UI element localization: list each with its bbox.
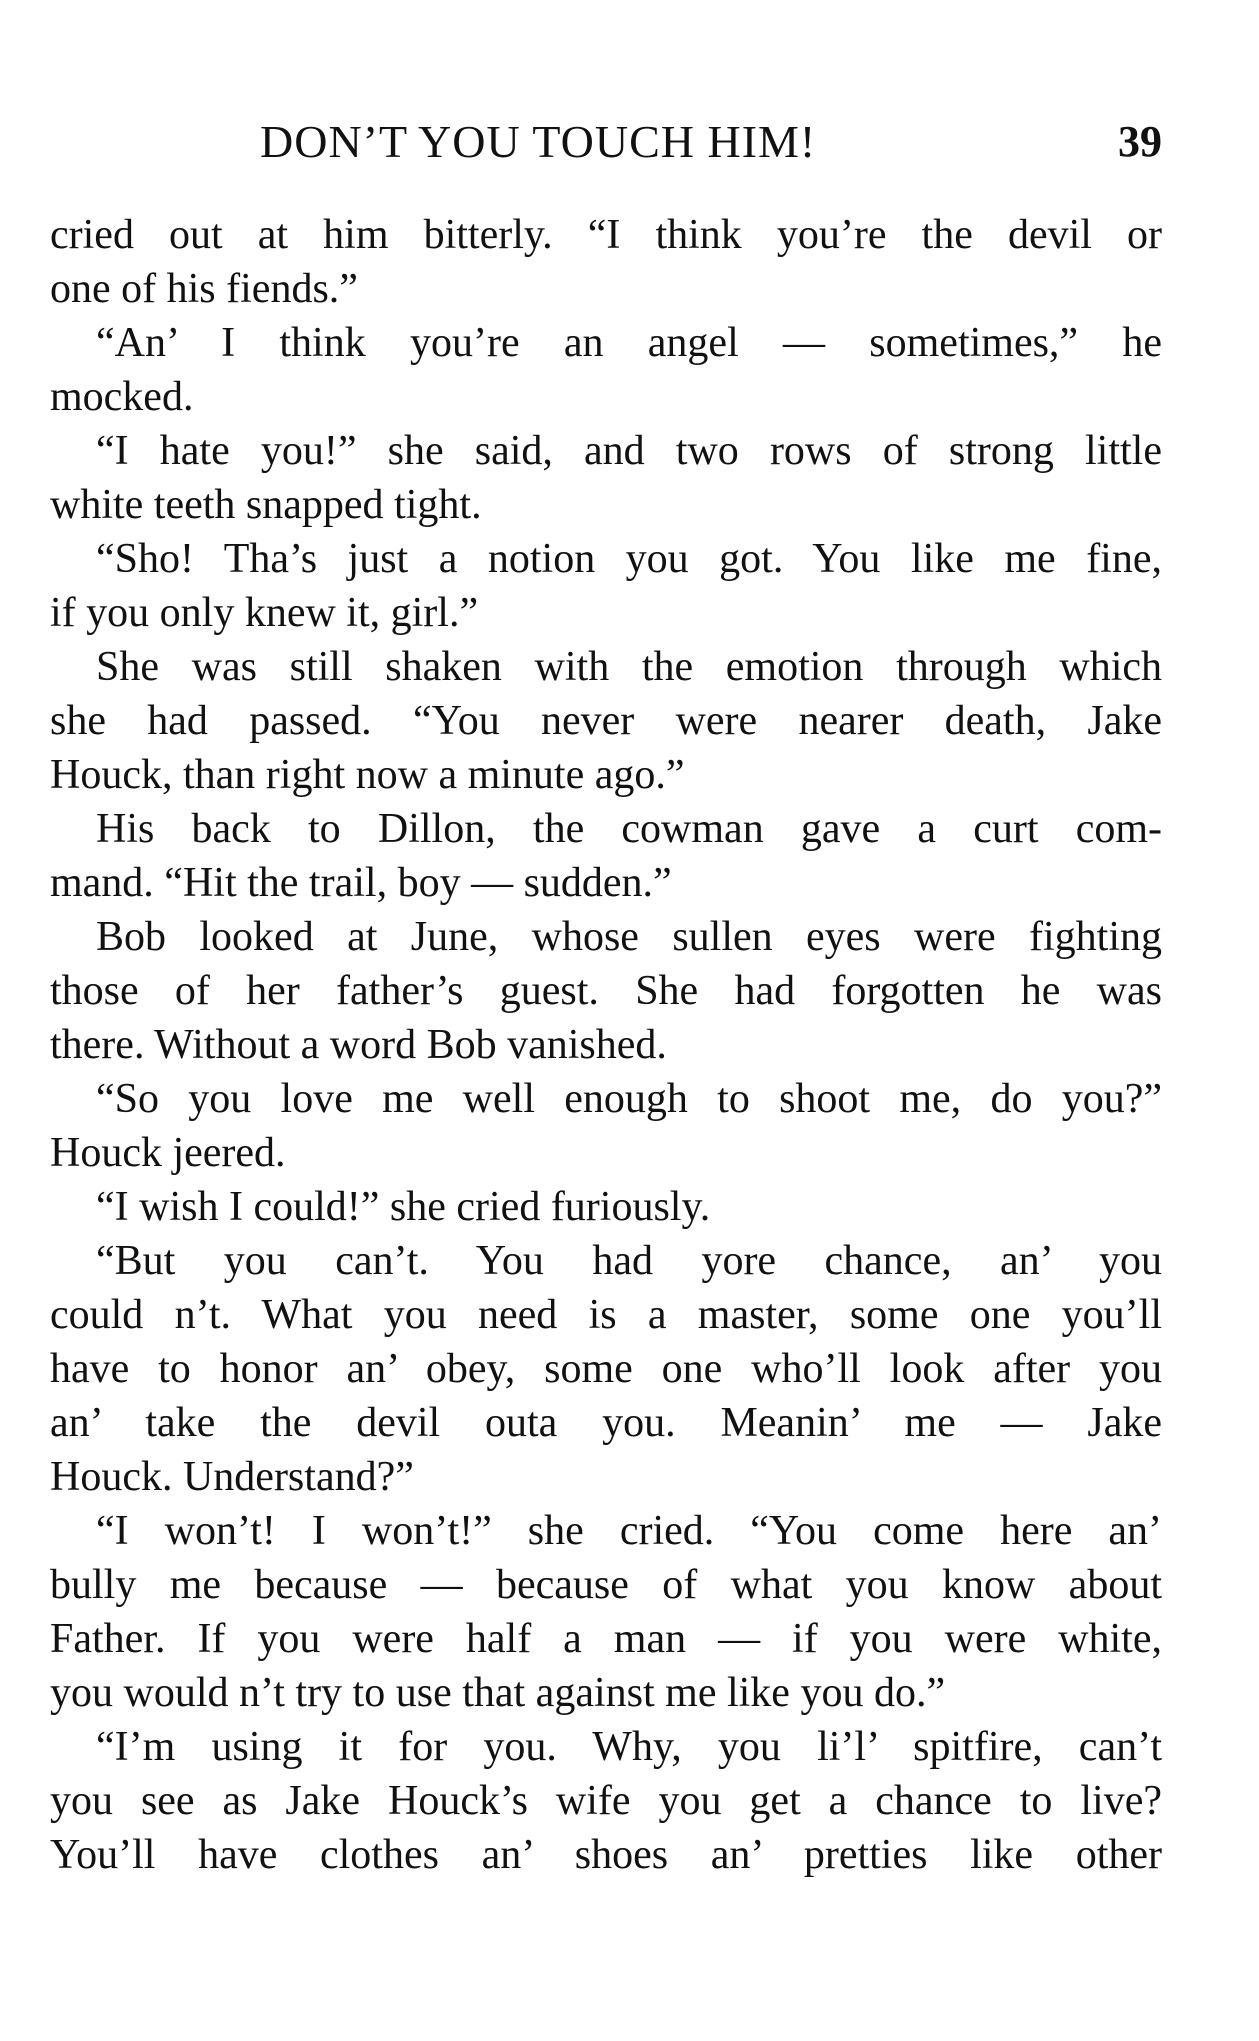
text-line: “I won’t! I won’t!” she cried. “You come here an’ (96, 1508, 1162, 1554)
text-line: You’ll have clothes an’ shoes an’ pretties like other (50, 1832, 1162, 1878)
text-line: mocked. (50, 374, 194, 420)
text-line: one of his fiends.” (50, 266, 358, 312)
text-line: have to honor an’ obey, some one who’ll look after you (50, 1346, 1162, 1392)
text-line: Houck jeered. (50, 1130, 286, 1176)
running-head (50, 112, 1162, 172)
text-line: if you only knew it, girl.” (50, 590, 479, 636)
text-line: could n’t. What you need is a master, some one you’ll (50, 1292, 1162, 1338)
text-line: white teeth snapped tight. (50, 482, 482, 528)
text-line: She was still shaken with the emotion through which (96, 644, 1162, 690)
text-line: “Sho! Tha’s just a notion you got. You like me fine, (96, 536, 1162, 582)
text-line: “So you love me well enough to shoot me, do you?” (96, 1076, 1162, 1122)
text-line: bully me because — because of what you know about (50, 1562, 1162, 1608)
text-line: she had passed. “You never were nearer death, Jake (50, 698, 1162, 744)
text-line: mand. “Hit the trail, boy — sudden.” (50, 860, 672, 906)
text-line: “I hate you!” she said, and two rows of strong little (96, 428, 1162, 474)
page-number: 39 (1118, 117, 1162, 166)
text-line: Bob looked at June, whose sullen eyes were fighting (96, 914, 1162, 960)
text-line: you see as Jake Houck’s wife you get a chance to live? (50, 1778, 1162, 1824)
text-line: Father. If you were half a man — if you were white, (50, 1616, 1162, 1662)
text-line: an’ take the devil outa you. Meanin’ me — Jake (50, 1400, 1162, 1446)
text-line: you would n’t try to use that against me like you do.” (50, 1670, 946, 1716)
text-line: “But you can’t. You had yore chance, an’ you (96, 1238, 1162, 1284)
text-line: “I’m using it for you. Why, you li’l’ spitfire, can’t (96, 1724, 1162, 1770)
text-line: those of her father’s guest. She had forgotten he was (50, 968, 1162, 1014)
text-line: cried out at him bitterly. “I think you’re the devil or (50, 212, 1162, 258)
text-line: Houck. Understand?” (50, 1454, 414, 1500)
text-line: “An’ I think you’re an angel — sometimes,” he (96, 320, 1162, 366)
body-text (50, 208, 1162, 1882)
text-line: Houck, than right now a minute ago.” (50, 752, 685, 798)
text-line: “I wish I could!” she cried furiously. (96, 1184, 711, 1230)
text-line: there. Without a word Bob vanished. (50, 1022, 667, 1068)
text-line: His back to Dillon, the cowman gave a curt com- (96, 806, 1162, 852)
running-title: DON’T YOU TOUCH HIM! (260, 116, 817, 167)
